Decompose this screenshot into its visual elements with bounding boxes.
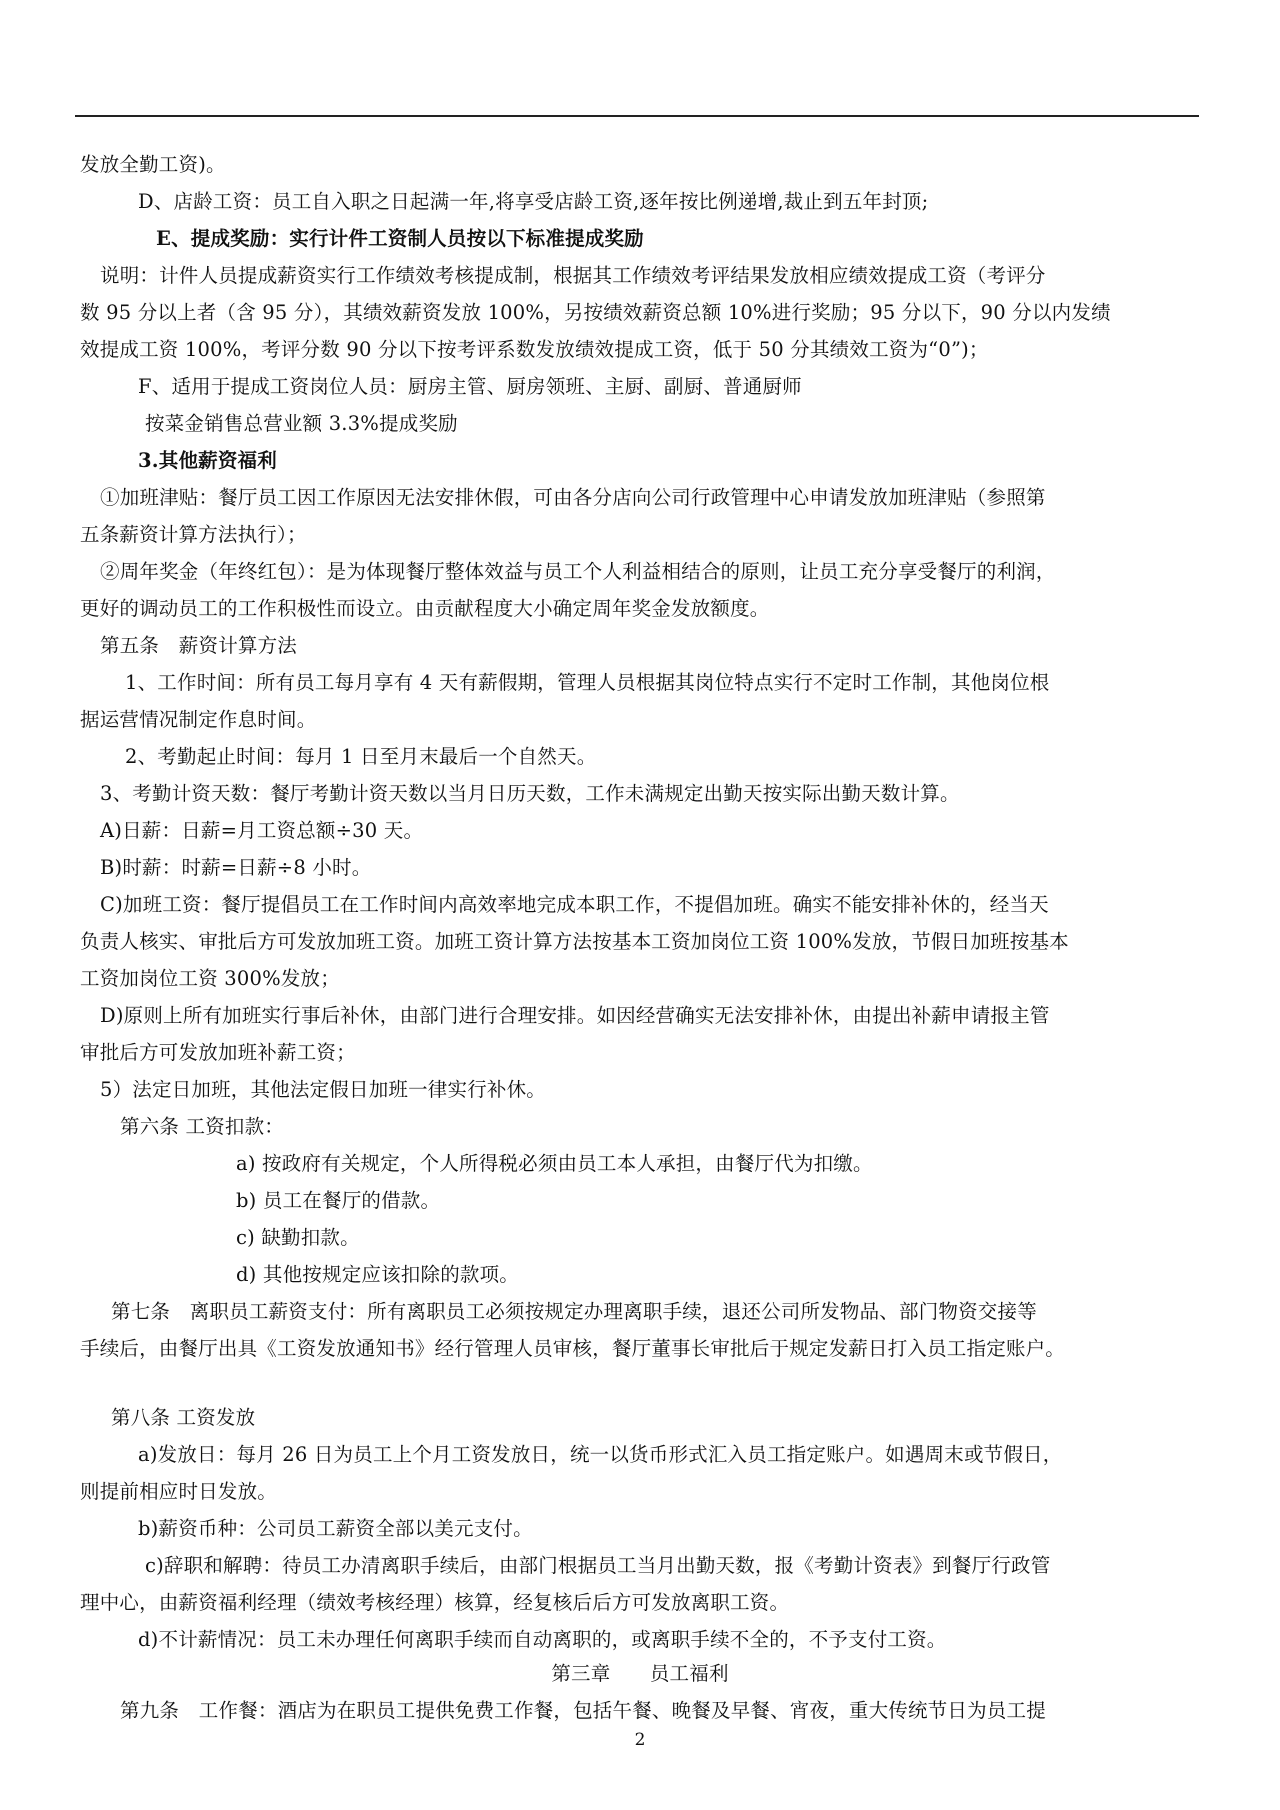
- text-line: F、适用于提成工资岗位人员：厨房主管、厨房领班、主厨、副厨、普通厨师: [138, 375, 802, 398]
- text-line: a)发放日：每月 26 日为员工上个月工资发放日，统一以货币形式汇入员工指定账户。如遇周末或节假日，: [138, 1443, 1063, 1466]
- header-rule: [75, 115, 1199, 117]
- text-line: 据运营情况制定作息时间。: [80, 708, 317, 731]
- article-heading: 第五条 薪资计算方法: [100, 634, 298, 657]
- text-line: 第九条 工作餐：酒店为在职员工提供免费工作餐，包括午餐、晚餐及早餐、宵夜，重大传统节日为员工提: [120, 1699, 1046, 1722]
- text-line: 审批后方可发放加班补薪工资；: [80, 1041, 356, 1064]
- text-line: 1、工作时间：所有员工每月享有 4 天有薪假期，管理人员根据其岗位特点实行不定时工作制，其他岗位根: [125, 671, 1050, 694]
- text-line: D)原则上所有加班实行事后补休，由部门进行合理安排。如因经营确实无法安排补休，由提出补薪申请报主管: [100, 1004, 1050, 1027]
- list-item: b) 员工在餐厅的借款。: [236, 1189, 441, 1212]
- text-line: d)不计薪情况：员工未办理任何离职手续而自动离职的，或离职手续不全的，不予支付工资。: [138, 1628, 947, 1651]
- list-item: a) 按政府有关规定，个人所得税必须由员工本人承担，由餐厅代为扣缴。: [236, 1152, 873, 1175]
- text-line: 五条薪资计算方法执行）；: [80, 523, 307, 546]
- text-line: 数 95 分以上者（含 95 分），其绩效薪资发放 100%，另按绩效薪资总额 10%进行奖励；95 分以下，90 分以内发绩: [80, 301, 1111, 324]
- text-line: B)时薪：时薪=日薪÷8 小时。: [100, 856, 372, 879]
- text-line: 更好的调动员工的工作积极性而设立。由贡献程度大小确定周年奖金发放额度。: [80, 597, 770, 620]
- article-heading: 第六条 工资扣款：: [120, 1115, 284, 1138]
- list-item: c) 缺勤扣款。: [236, 1226, 360, 1249]
- text-line: ①加班津贴：餐厅员工因工作原因无法安排休假，可由各分店向公司行政管理中心申请发放加班津贴（参照第: [100, 486, 1046, 509]
- text-line: 则提前相应时日发放。: [80, 1480, 278, 1503]
- text-line: 第七条 离职员工薪资支付：所有离职员工必须按规定办理离职手续，退还公司所发物品、部门物资交接等: [111, 1300, 1037, 1323]
- text-line: b)薪资币种：公司员工薪资全部以美元支付。: [138, 1517, 533, 1540]
- text-line: 2、考勤起止时间：每月 1 日至月末最后一个自然天。: [125, 745, 597, 768]
- list-item: d) 其他按规定应该扣除的款项。: [236, 1263, 519, 1286]
- text-line: 按菜金销售总营业额 3.3%提成奖励: [145, 412, 458, 435]
- text-line: D、店龄工资：员工自入职之日起满一年,将享受店龄工资,逐年按比例递增,裁止到五年封顶;: [138, 190, 929, 213]
- text-line: A)日薪：日薪=月工资总额÷30 天。: [100, 819, 424, 842]
- text-line: 效提成工资 100%，考评分数 90 分以下按考评系数发放绩效提成工资，低于 50 分其绩效工资为“0”)；: [80, 338, 989, 361]
- text-line: 说明：计件人员提成薪资实行工作绩效考核提成制，根据其工作绩效考评结果发放相应绩效提成工资（考评分: [100, 264, 1046, 287]
- chapter-heading: 第三章 员工福利: [551, 1662, 729, 1685]
- text-line: 5）法定日加班，其他法定假日加班一律实行补休。: [100, 1078, 547, 1101]
- text-line: 理中心，由薪资福利经理（绩效考核经理）核算，经复核后后方可发放离职工资。: [80, 1591, 790, 1614]
- text-line: 工资加岗位工资 300%发放；: [80, 967, 340, 990]
- text-line: c)辞职和解聘：待员工办清离职手续后，由部门根据员工当月出勤天数，报《考勤计资表》到餐厅行政管: [145, 1554, 1051, 1577]
- section-heading: 3.其他薪资福利: [138, 449, 277, 472]
- text-line: 发放全勤工资)。: [80, 153, 226, 176]
- text-line: 3、考勤计资天数：餐厅考勤计资天数以当月日历天数，工作未满规定出勤天按实际出勤天数计算。: [100, 782, 960, 805]
- text-line: E、提成奖励：实行计件工资制人员按以下标准提成奖励: [156, 227, 644, 250]
- text-line: 手续后，由餐厅出具《工资发放通知书》经行管理人员审核，餐厅董事长审批后于规定发薪日打入员工指定账户。: [80, 1337, 1066, 1360]
- text-line: C)加班工资：餐厅提倡员工在工作时间内高效率地完成本职工作，不提倡加班。确实不能安排补休的，经当天: [100, 893, 1049, 916]
- article-heading: 第八条 工资发放: [111, 1406, 256, 1429]
- text-line: 负责人核实、审批后方可发放加班工资。加班工资计算方法按基本工资加岗位工资 100%发放，节假日加班按基本: [80, 930, 1069, 953]
- text-line: ②周年奖金（年终红包）：是为体现餐厅整体效益与员工个人利益相结合的原则，让员工充分享受餐厅的利润，: [100, 560, 1056, 583]
- page-number: 2: [634, 1730, 646, 1750]
